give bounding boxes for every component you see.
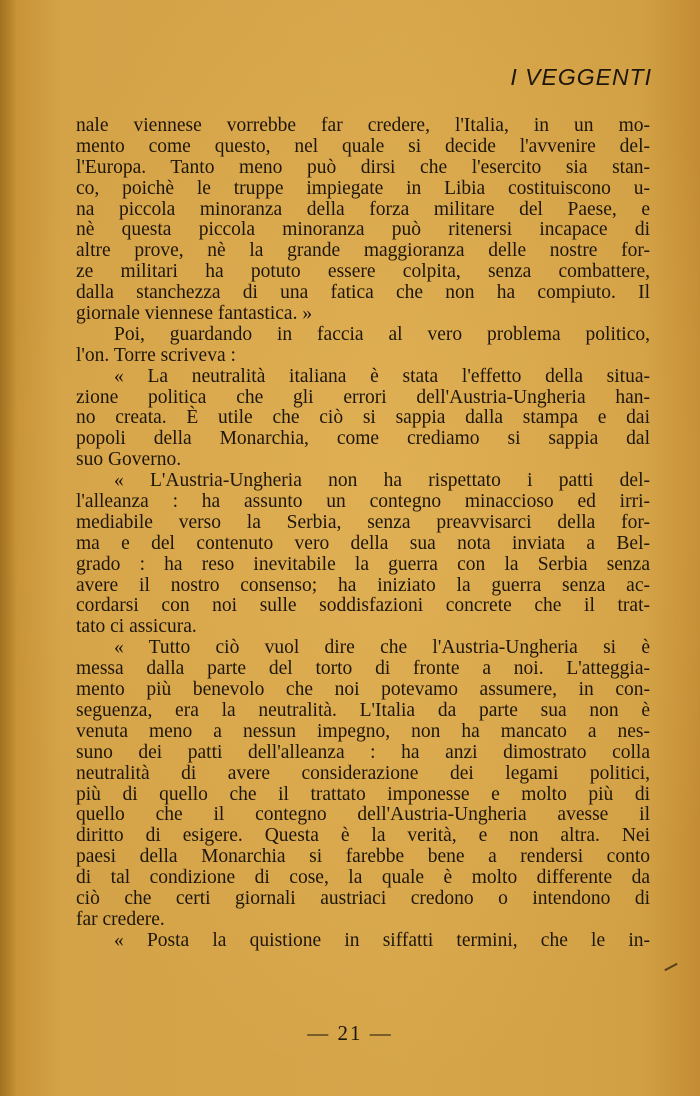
text-line: quello che il contegno dell'Austria-Ungheria avesse il [76, 804, 650, 826]
text-line: nale viennese vorrebbe far credere, l'Italia, in un mo- [76, 115, 650, 136]
text-line: dalla stanchezza di una fatica che non ha compiuto. Il [76, 282, 650, 304]
text-line: « Tutto ciò vuol dire che l'Austria-Ungheria si è [114, 637, 650, 659]
text-line: l'alleanza : ha assunto un contegno minaccioso ed irri- [76, 491, 650, 513]
text-line: messa dalla parte del torto di fronte a noi. L'atteggia- [76, 658, 650, 680]
text-line: diritto di esigere. Questa è la verità, e non altra. Nei [76, 825, 650, 847]
text-line: no creata. È utile che ciò si sappia dalla stampa e dai [76, 407, 650, 429]
text-line: far credere. [76, 908, 165, 930]
text-line: « La neutralità italiana è stata l'effetto della situa- [114, 365, 650, 387]
body-text [76, 116, 650, 952]
text-line: grado : ha reso inevitabile la guerra con la Serbia senza [76, 553, 650, 575]
text-line: neutralità di avere considerazione dei legami politici, [76, 762, 650, 784]
text-line: paesi della Monarchia si farebbe bene a rendersi conto [76, 846, 650, 868]
text-line: giornale viennese fantastica. » [76, 303, 313, 325]
text-line: nè questa piccola minoranza può ritenersi incapace di [76, 219, 650, 241]
text-line: suno dei patti dell'alleanza : ha anzi dimostrato colla [76, 741, 650, 763]
text-line: mento più benevolo che noi potevamo assumere, in con- [76, 679, 650, 701]
text-line: popoli della Monarchia, come crediamo si sappia dal [76, 428, 650, 450]
text-line: più di quello che il trattato imponesse e molto più di [76, 783, 650, 805]
binding-shadow [0, 0, 16, 1096]
text-line: co, poichè le truppe impiegate in Libia costituiscono u- [76, 177, 650, 199]
text-line: di tal condizione di cose, la quale è molto differente da [76, 867, 650, 889]
text-line: ze militari ha potuto essere colpita, senza combattere, [76, 261, 650, 283]
text-line: altre prove, nè la grande maggioranza delle nostre for- [76, 240, 650, 262]
text-line: seguenza, era la neutralità. L'Italia da parte sua non è [76, 699, 650, 721]
text-line: venuta meno a nessun impegno, non ha mancato a nes- [76, 720, 650, 742]
text-line: avere il nostro consenso; ha iniziato la guerra senza ac- [76, 574, 650, 596]
margin-pencil-mark [664, 963, 677, 971]
running-head: I VEGGENTI [510, 64, 652, 90]
text-line: mediabile verso la Serbia, senza preavvisarci della for- [76, 511, 650, 533]
page-number: — 21 — [307, 1021, 393, 1045]
text-line: suo Governo. [76, 449, 182, 471]
text-line: ma e del contenuto vero della sua nota inviata a Bel- [76, 532, 650, 554]
text-line: zione politica che gli errori dell'Austria-Ungheria han- [76, 386, 650, 408]
text-line: l'on. Torre scriveva : [76, 344, 236, 366]
text-line: « Posta la quistione in siffatti termini, che le in- [114, 929, 650, 951]
text-line: tato ci assicura. [76, 616, 197, 638]
text-line: Poi, guardando in faccia al vero problema politico, [114, 323, 650, 345]
text-line: « L'Austria-Ungheria non ha rispettato i patti del- [114, 470, 650, 492]
text-line: na piccola minoranza della forza militare del Paese, e [76, 198, 650, 220]
text-line: cordarsi con noi sulle soddisfazioni concrete che il trat- [76, 595, 650, 617]
text-line: l'Europa. Tanto meno può dirsi che l'esercito sia stan- [76, 156, 650, 178]
text-line: ciò che certi giornali austriaci credono o intendono di [76, 887, 650, 909]
text-line: mento come questo, nel quale si decide l'avvenire del- [76, 135, 650, 157]
